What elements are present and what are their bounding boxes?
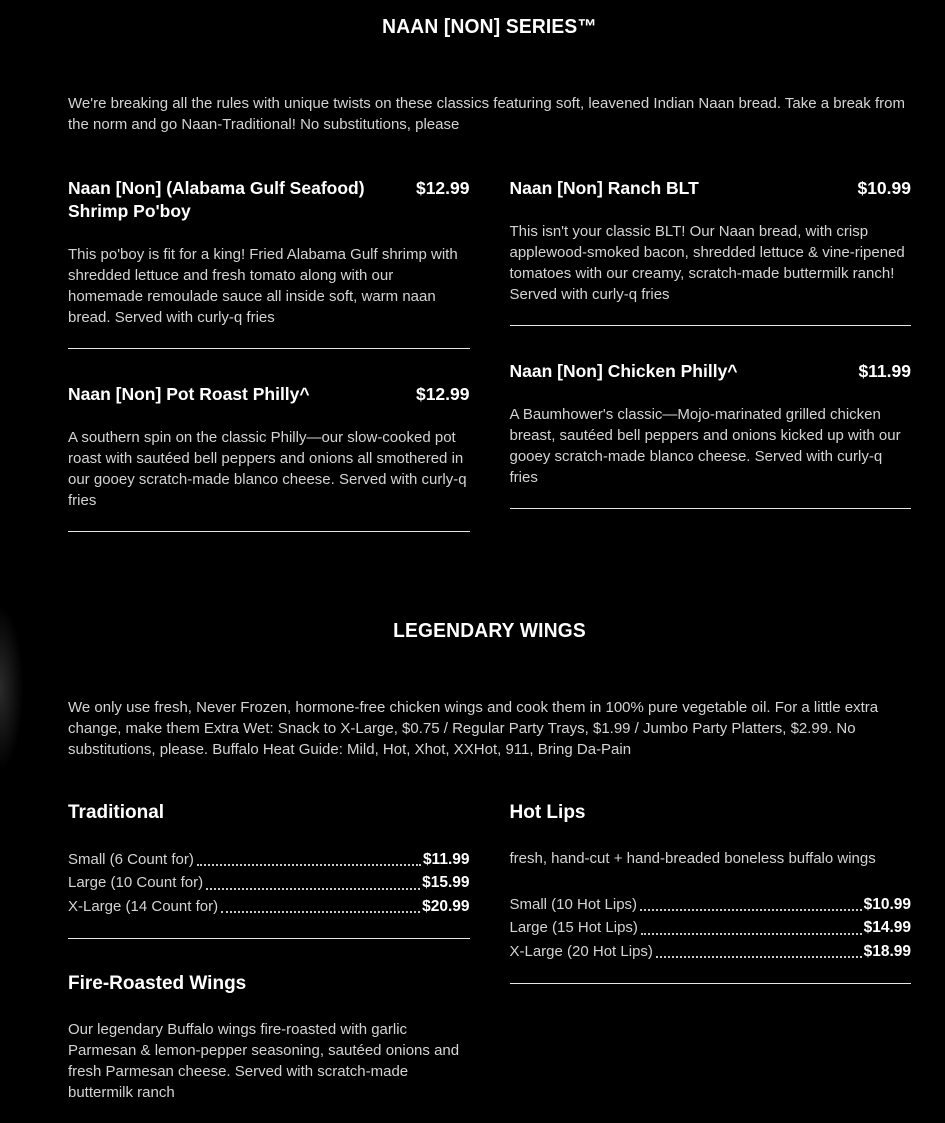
price-row [68,871,470,894]
dot-leader [197,864,421,866]
menu-item-ranch-blt [510,177,912,326]
item-header [68,383,470,406]
price-row [510,893,912,916]
divider [510,325,912,326]
price-rows [68,848,470,918]
price-row [68,848,470,871]
wings-section-title: LEGENDARY WINGS [393,620,586,642]
item-description: A Baumhower's classic—Mojo-marinated grilled chicken breast, sautéed bell peppers and onions kicked up with our gooey scratch-made blanco cheese. Served with curly-q fries [509,406,901,486]
naan-columns [68,177,911,566]
size-price: $20.99 [422,897,470,915]
hot-lips-subsection [510,802,912,984]
traditional-wings-subsection [68,802,470,939]
wings-section-intro: We only use fresh, Never Frozen, hormone-free chicken wings and cook them in 100% pure vegetable oil. For a little extra change, make them Extra Wet: Snack to X-Large, $0.75 / Regular Party Trays, $1.99 / Jumbo Party Platters, $2.99. No substitutions, please. Buffalo Heat Guide: Mild, Hot, Xhot, XXHot, 911, Bring Da-Pain [68,699,879,758]
subsection-heading: Hot Lips [509,802,586,823]
price-row [510,916,912,939]
menu-item-pot-roast-philly [68,383,470,532]
size-price: $14.99 [863,919,911,937]
price-rows [510,893,912,963]
item-header [510,360,912,383]
naan-section-title: NAAN [NON] SERIES™ [382,16,597,38]
legendary-wings-section [0,566,945,1123]
dot-leader [206,888,420,890]
wings-columns [68,802,911,1123]
divider [510,983,912,984]
naan-section-intro: We're breaking all the rules with unique twists on these classics featuring soft, leavened Indian Naan bread. Take a break from the norm and go Naan-Traditional! No substitutions, please [68,95,905,133]
fire-roasted-wings-subsection [68,973,470,1103]
dot-leader [640,909,862,911]
subsection-heading: Traditional [68,802,165,823]
naan-left-column [68,177,470,566]
item-description: This isn't your classic BLT! Our Naan bread, with crisp applewood-smoked bacon, shredded lettuce & vine-ripened tomatoes with our creamy, scratch-made buttermilk ranch! Served with curly-q fries [509,223,905,303]
item-name: Naan [Non] Chicken Philly^ [509,361,738,381]
size-label: X-Large (20 Hot Lips) [509,942,653,960]
size-price: $15.99 [422,874,470,892]
subsection-description: Our legendary Buffalo wings fire-roasted with garlic Parmesan & lemon-pepper seasoning, sautéed onions and fresh Parmesan cheese. Served with scratch-made buttermilk ranch [68,1020,460,1101]
dot-leader [641,933,862,935]
size-label: Small (10 Hot Lips) [509,896,638,913]
size-label: Small (6 Count for) [68,851,194,868]
item-header [510,177,912,200]
item-description: This po'boy is fit for a king! Fried Alabama Gulf shrimp with shredded lettuce and fresh tomato along with our homemade remoulade sauce all inside soft, warm naan bread. Served with curly-q fries [68,246,458,326]
subsection-description: fresh, hand-cut + hand-breaded boneless buffalo wings [509,850,876,867]
divider [510,508,912,509]
item-price: $10.99 [857,178,911,198]
subsection-heading: Fire-Roasted Wings [68,972,247,994]
divider [68,938,470,939]
wings-right-column [510,802,912,1018]
item-name: Naan [Non] (Alabama Gulf Seafood) Shrimp Po'boy [68,178,365,221]
menu-item-shrimp-poboy [68,177,470,349]
price-row [510,940,912,963]
divider [68,348,470,349]
size-price: $10.99 [863,896,911,913]
item-name: Naan [Non] Ranch BLT [509,178,699,198]
dot-leader [656,956,862,958]
size-label: Large (10 Count for) [68,874,204,892]
divider [68,531,470,532]
size-label: X-Large (14 Count for) [68,897,219,915]
wings-left-column [68,802,470,1123]
item-header [68,177,470,223]
size-price: $18.99 [863,942,911,960]
size-label: Large (15 Hot Lips) [509,919,638,937]
menu-item-chicken-philly [510,360,912,509]
item-description: A southern spin on the classic Philly—our slow-cooked pot roast with sautéed bell peppers and onions all smothered in our gooey scratch-made blanco cheese. Served with curly-q fries [68,429,467,509]
item-price: $11.99 [858,361,911,381]
dot-leader [221,911,420,913]
naan-right-column [510,177,912,543]
price-row [68,895,470,918]
item-name: Naan [Non] Pot Roast Philly^ [68,384,310,404]
size-price: $11.99 [422,851,470,868]
item-price: $12.99 [415,384,470,404]
item-price: $12.99 [415,178,470,198]
